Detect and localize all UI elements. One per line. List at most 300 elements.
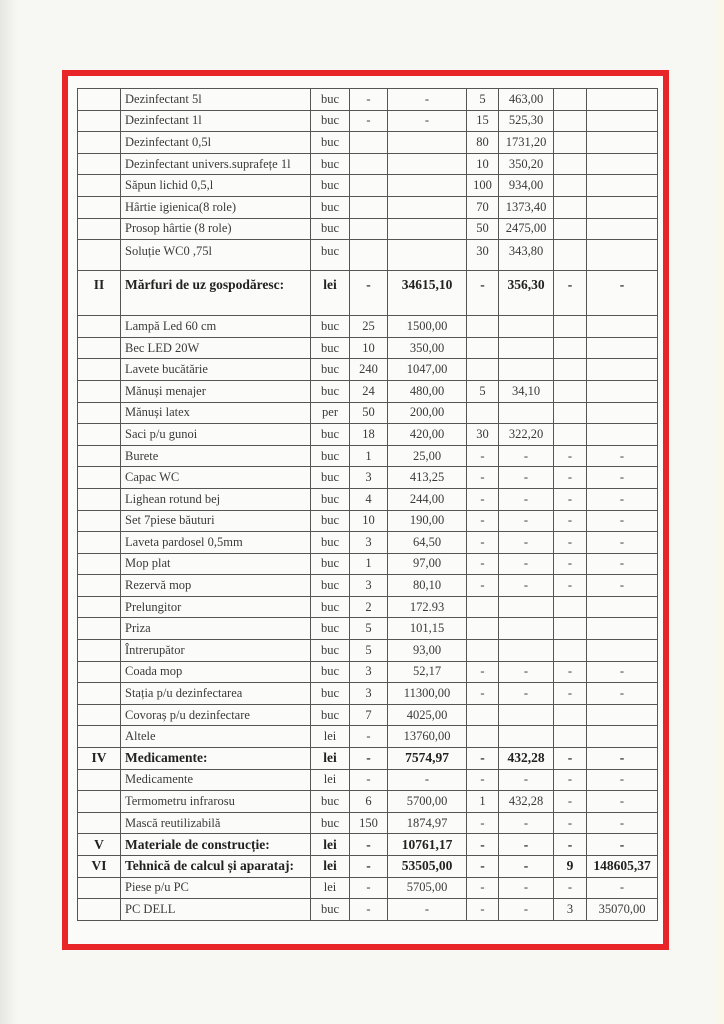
sum-col-a: [388, 132, 467, 154]
sum-col-c: -: [587, 748, 658, 770]
sum-col-a: 52,17: [388, 661, 467, 683]
qty-col-b: [467, 618, 499, 640]
section-row: [78, 271, 658, 316]
sum-col-a: [388, 218, 467, 240]
row-number: [78, 640, 121, 662]
sum-col-c: [587, 153, 658, 175]
sum-col-a: 13760,00: [388, 726, 467, 748]
sum-col-b: 356,30: [499, 271, 554, 316]
table-row: [78, 89, 658, 111]
row-number: [78, 218, 121, 240]
item-name: Capac WC: [121, 467, 311, 489]
qty-col-b: -: [467, 510, 499, 532]
sum-col-a: 172.93: [388, 596, 467, 618]
unit: buc: [311, 661, 350, 683]
unit: lei: [311, 834, 350, 856]
qty-col-c: -: [554, 445, 587, 467]
row-number: IV: [78, 748, 121, 770]
unit: buc: [311, 510, 350, 532]
sum-col-a: 80,10: [388, 575, 467, 597]
qty-col-a: 18: [350, 424, 388, 446]
item-name: Coada mop: [121, 661, 311, 683]
qty-col-c: [554, 618, 587, 640]
row-number: [78, 445, 121, 467]
qty-col-b: -: [467, 445, 499, 467]
qty-col-a: -: [350, 271, 388, 316]
qty-col-c: [554, 402, 587, 424]
row-number: [78, 380, 121, 402]
row-number: [78, 791, 121, 813]
qty-col-a: -: [350, 769, 388, 791]
qty-col-b: [467, 337, 499, 359]
table-row: [78, 769, 658, 791]
sum-col-a: 1500,00: [388, 316, 467, 338]
sum-col-b: 322,20: [499, 424, 554, 446]
qty-col-a: -: [350, 110, 388, 132]
qty-col-c: -: [554, 553, 587, 575]
qty-col-a: 10: [350, 337, 388, 359]
sum-col-b: [499, 640, 554, 662]
row-number: [78, 510, 121, 532]
row-number: [78, 175, 121, 197]
table-row: [78, 532, 658, 554]
qty-col-a: 2: [350, 596, 388, 618]
qty-col-b: -: [467, 769, 499, 791]
qty-col-a: 3: [350, 532, 388, 554]
sum-col-b: -: [499, 769, 554, 791]
table-row: [78, 175, 658, 197]
row-number: [78, 316, 121, 338]
row-number: [78, 488, 121, 510]
qty-col-c: -: [554, 510, 587, 532]
sum-col-b: -: [499, 812, 554, 834]
qty-col-c: [554, 726, 587, 748]
sum-col-c: -: [587, 445, 658, 467]
sum-col-b: 350,20: [499, 153, 554, 175]
qty-col-b: 5: [467, 380, 499, 402]
qty-col-a: [350, 240, 388, 271]
section-row: [78, 748, 658, 770]
sum-col-a: -: [388, 769, 467, 791]
qty-col-c: [554, 316, 587, 338]
sum-col-a: 1874,97: [388, 812, 467, 834]
qty-col-a: 240: [350, 359, 388, 381]
table-body: [78, 89, 658, 921]
sum-col-b: 1373,40: [499, 196, 554, 218]
item-name: Medicamente:: [121, 748, 311, 770]
unit: buc: [311, 359, 350, 381]
item-name: Prosop hârtie (8 role): [121, 218, 311, 240]
qty-col-c: -: [554, 575, 587, 597]
unit: lei: [311, 769, 350, 791]
qty-col-b: [467, 596, 499, 618]
sum-col-c: -: [587, 553, 658, 575]
row-number: [78, 402, 121, 424]
unit: buc: [311, 596, 350, 618]
qty-col-b: 30: [467, 240, 499, 271]
item-name: Materiale de construcție:: [121, 834, 311, 856]
sum-col-c: [587, 704, 658, 726]
qty-col-c: -: [554, 812, 587, 834]
sum-col-a: 190,00: [388, 510, 467, 532]
sum-col-a: 64,50: [388, 532, 467, 554]
row-number: [78, 661, 121, 683]
row-number: [78, 467, 121, 489]
qty-col-a: 4: [350, 488, 388, 510]
section-row: [78, 856, 658, 878]
qty-col-c: [554, 132, 587, 154]
item-name: Mască reutilizabilă: [121, 812, 311, 834]
row-number: [78, 812, 121, 834]
table-row: [78, 812, 658, 834]
sum-col-c: [587, 316, 658, 338]
qty-col-b: -: [467, 553, 499, 575]
unit: buc: [311, 683, 350, 705]
qty-col-a: -: [350, 899, 388, 921]
sum-col-a: 350,00: [388, 337, 467, 359]
sum-col-a: 53505,00: [388, 856, 467, 878]
qty-col-a: 1: [350, 553, 388, 575]
qty-col-a: 1: [350, 445, 388, 467]
unit: buc: [311, 240, 350, 271]
table-row: [78, 359, 658, 381]
qty-col-b: -: [467, 877, 499, 899]
qty-col-a: -: [350, 748, 388, 770]
unit: buc: [311, 445, 350, 467]
unit: buc: [311, 337, 350, 359]
table-row: [78, 596, 658, 618]
table-row: [78, 704, 658, 726]
sum-col-a: 93,00: [388, 640, 467, 662]
table-row: [78, 218, 658, 240]
sum-col-b: -: [499, 856, 554, 878]
sum-col-a: 200,00: [388, 402, 467, 424]
qty-col-c: -: [554, 661, 587, 683]
sum-col-c: [587, 240, 658, 271]
row-number: [78, 532, 121, 554]
item-name: Lighean rotund bej: [121, 488, 311, 510]
qty-col-a: 150: [350, 812, 388, 834]
qty-col-c: -: [554, 834, 587, 856]
qty-col-b: -: [467, 532, 499, 554]
qty-col-a: 6: [350, 791, 388, 813]
sum-col-a: 420,00: [388, 424, 467, 446]
sum-col-a: 5700,00: [388, 791, 467, 813]
item-name: Laveta pardosel 0,5mm: [121, 532, 311, 554]
qty-col-a: -: [350, 89, 388, 111]
sum-col-c: [587, 402, 658, 424]
qty-col-c: [554, 596, 587, 618]
sum-col-a: 7574,97: [388, 748, 467, 770]
sum-col-a: -: [388, 110, 467, 132]
unit: lei: [311, 726, 350, 748]
qty-col-c: 9: [554, 856, 587, 878]
sum-col-c: [587, 218, 658, 240]
table-row: [78, 575, 658, 597]
qty-col-c: -: [554, 271, 587, 316]
item-name: Altele: [121, 726, 311, 748]
sum-col-c: [587, 726, 658, 748]
unit: lei: [311, 856, 350, 878]
row-number: [78, 359, 121, 381]
qty-col-a: 24: [350, 380, 388, 402]
sum-col-a: 244,00: [388, 488, 467, 510]
item-name: Mănuși menajer: [121, 380, 311, 402]
qty-col-c: -: [554, 467, 587, 489]
sum-col-a: 101,15: [388, 618, 467, 640]
qty-col-b: [467, 316, 499, 338]
sum-col-b: -: [499, 899, 554, 921]
item-name: Dezinfectant 5l: [121, 89, 311, 111]
sum-col-a: -: [388, 899, 467, 921]
qty-col-b: -: [467, 812, 499, 834]
qty-col-a: 25: [350, 316, 388, 338]
sum-col-b: 34,10: [499, 380, 554, 402]
qty-col-b: -: [467, 467, 499, 489]
qty-col-a: [350, 218, 388, 240]
unit: buc: [311, 196, 350, 218]
qty-col-a: -: [350, 726, 388, 748]
qty-col-b: 15: [467, 110, 499, 132]
qty-col-b: -: [467, 661, 499, 683]
unit: buc: [311, 89, 350, 111]
unit: buc: [311, 424, 350, 446]
sum-col-c: -: [587, 812, 658, 834]
item-name: Dezinfectant 1l: [121, 110, 311, 132]
qty-col-c: [554, 240, 587, 271]
qty-col-a: 5: [350, 640, 388, 662]
qty-col-b: -: [467, 575, 499, 597]
qty-col-c: [554, 704, 587, 726]
row-number: [78, 132, 121, 154]
qty-col-a: 7: [350, 704, 388, 726]
qty-col-b: 70: [467, 196, 499, 218]
sum-col-c: -: [587, 271, 658, 316]
sum-col-b: 2475,00: [499, 218, 554, 240]
item-name: Termometru infrarosu: [121, 791, 311, 813]
qty-col-b: 50: [467, 218, 499, 240]
unit: buc: [311, 110, 350, 132]
qty-col-c: [554, 359, 587, 381]
unit: buc: [311, 618, 350, 640]
row-number: [78, 899, 121, 921]
item-name: Dezinfectant 0,5l: [121, 132, 311, 154]
qty-col-a: 3: [350, 683, 388, 705]
row-number: V: [78, 834, 121, 856]
table-row: [78, 467, 658, 489]
table-row: [78, 510, 658, 532]
sum-col-c: [587, 380, 658, 402]
item-name: Lavete bucătărie: [121, 359, 311, 381]
qty-col-c: [554, 89, 587, 111]
qty-col-a: [350, 196, 388, 218]
item-name: Priza: [121, 618, 311, 640]
sum-col-b: 525,30: [499, 110, 554, 132]
sum-col-b: [499, 337, 554, 359]
item-name: Bec LED 20W: [121, 337, 311, 359]
unit: buc: [311, 791, 350, 813]
sum-col-b: 432,28: [499, 748, 554, 770]
table-row: [78, 618, 658, 640]
qty-col-c: -: [554, 532, 587, 554]
item-name: Tehnică de calcul și aparataj:: [121, 856, 311, 878]
scan-right-edge: [710, 0, 724, 1024]
item-name: Stația p/u dezinfectarea: [121, 683, 311, 705]
row-number: [78, 553, 121, 575]
table-row: [78, 132, 658, 154]
table-row: [78, 110, 658, 132]
row-number: [78, 596, 121, 618]
sum-col-b: [499, 359, 554, 381]
qty-col-a: 10: [350, 510, 388, 532]
table-row: [78, 240, 658, 271]
item-name: Rezervă mop: [121, 575, 311, 597]
sum-col-b: -: [499, 877, 554, 899]
sum-col-b: -: [499, 488, 554, 510]
sum-col-a: 97,00: [388, 553, 467, 575]
sum-col-c: [587, 359, 658, 381]
sum-col-a: 25,00: [388, 445, 467, 467]
row-number: VI: [78, 856, 121, 878]
sum-col-b: 432,28: [499, 791, 554, 813]
row-number: [78, 240, 121, 271]
qty-col-c: [554, 218, 587, 240]
qty-col-c: -: [554, 877, 587, 899]
unit: buc: [311, 380, 350, 402]
unit: buc: [311, 532, 350, 554]
sum-col-b: [499, 704, 554, 726]
sum-col-c: -: [587, 683, 658, 705]
qty-col-c: -: [554, 769, 587, 791]
table-row: [78, 488, 658, 510]
table-row: [78, 402, 658, 424]
qty-col-b: 80: [467, 132, 499, 154]
unit: buc: [311, 175, 350, 197]
sum-col-b: [499, 402, 554, 424]
sum-col-c: -: [587, 488, 658, 510]
sum-col-a: 10761,17: [388, 834, 467, 856]
unit: buc: [311, 153, 350, 175]
item-name: Dezinfectant univers.suprafețe 1l: [121, 153, 311, 175]
qty-col-a: 3: [350, 467, 388, 489]
unit: buc: [311, 575, 350, 597]
sum-col-a: [388, 196, 467, 218]
item-name: Prelungitor: [121, 596, 311, 618]
item-name: Saci p/u gunoi: [121, 424, 311, 446]
row-number: [78, 769, 121, 791]
row-number: II: [78, 271, 121, 316]
table-row: [78, 640, 658, 662]
item-name: Hârtie igienica(8 role): [121, 196, 311, 218]
sum-col-c: [587, 196, 658, 218]
qty-col-c: [554, 424, 587, 446]
item-name: Mănuși latex: [121, 402, 311, 424]
sum-col-c: -: [587, 510, 658, 532]
item-name: Medicamente: [121, 769, 311, 791]
unit: buc: [311, 704, 350, 726]
item-name: PC DELL: [121, 899, 311, 921]
sum-col-b: -: [499, 445, 554, 467]
sum-col-a: -: [388, 89, 467, 111]
qty-col-c: [554, 640, 587, 662]
sum-col-c: -: [587, 575, 658, 597]
qty-col-b: -: [467, 856, 499, 878]
sum-col-c: 148605,37: [587, 856, 658, 878]
unit: buc: [311, 467, 350, 489]
qty-col-b: -: [467, 834, 499, 856]
sum-col-c: -: [587, 532, 658, 554]
row-number: [78, 153, 121, 175]
qty-col-c: [554, 337, 587, 359]
qty-col-a: [350, 153, 388, 175]
sum-col-a: 5705,00: [388, 877, 467, 899]
sum-col-a: [388, 175, 467, 197]
qty-col-b: 30: [467, 424, 499, 446]
qty-col-c: [554, 153, 587, 175]
qty-col-b: 5: [467, 89, 499, 111]
item-name: Mărfuri de uz gospodăresc:: [121, 271, 311, 316]
row-number: [78, 575, 121, 597]
sum-col-a: 34615,10: [388, 271, 467, 316]
sum-col-a: [388, 240, 467, 271]
qty-col-b: -: [467, 748, 499, 770]
sum-col-c: -: [587, 467, 658, 489]
qty-col-c: 3: [554, 899, 587, 921]
sum-col-c: [587, 424, 658, 446]
sum-col-b: 934,00: [499, 175, 554, 197]
unit: buc: [311, 640, 350, 662]
sum-col-a: 1047,00: [388, 359, 467, 381]
scan-left-shadow: [0, 0, 18, 1024]
qty-col-c: [554, 110, 587, 132]
qty-col-c: -: [554, 791, 587, 813]
qty-col-b: -: [467, 683, 499, 705]
unit: buc: [311, 488, 350, 510]
qty-col-a: -: [350, 856, 388, 878]
item-name: Covoraș p/u dezinfectare: [121, 704, 311, 726]
qty-col-b: 100: [467, 175, 499, 197]
row-number: [78, 618, 121, 640]
row-number: [78, 877, 121, 899]
qty-col-b: -: [467, 271, 499, 316]
table-row: [78, 553, 658, 575]
table-row: [78, 899, 658, 921]
qty-col-c: -: [554, 683, 587, 705]
row-number: [78, 424, 121, 446]
sum-col-c: [587, 132, 658, 154]
sum-col-c: [587, 89, 658, 111]
sum-col-b: [499, 316, 554, 338]
qty-col-b: [467, 359, 499, 381]
sum-col-b: -: [499, 661, 554, 683]
unit: buc: [311, 316, 350, 338]
qty-col-a: 5: [350, 618, 388, 640]
unit: buc: [311, 812, 350, 834]
qty-col-b: -: [467, 488, 499, 510]
sum-col-a: 413,25: [388, 467, 467, 489]
qty-col-a: 50: [350, 402, 388, 424]
qty-col-a: [350, 175, 388, 197]
sum-col-a: 11300,00: [388, 683, 467, 705]
sum-col-b: -: [499, 467, 554, 489]
item-name: Mop plat: [121, 553, 311, 575]
sum-col-a: 480,00: [388, 380, 467, 402]
sum-col-c: [587, 110, 658, 132]
qty-col-a: 3: [350, 661, 388, 683]
table-row: [78, 337, 658, 359]
qty-col-b: [467, 704, 499, 726]
table-row: [78, 153, 658, 175]
